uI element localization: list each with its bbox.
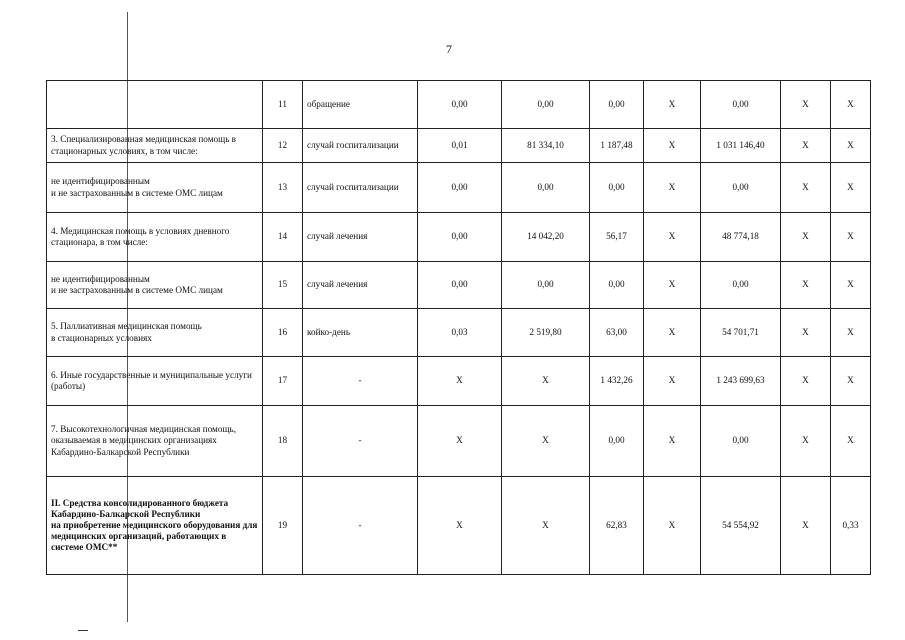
- row-value-3: 56,17: [590, 213, 644, 262]
- table-row: [47, 357, 871, 406]
- row-value-4: X: [644, 213, 701, 262]
- row-value-5: 54 554,92: [701, 477, 781, 575]
- row-value-3: 63,00: [590, 309, 644, 357]
- row-value-2: 2 519,80: [502, 309, 590, 357]
- row-code: 14: [263, 213, 303, 262]
- row-code: 17: [263, 357, 303, 406]
- row-value-4: X: [644, 163, 701, 213]
- row-value-5: 54 701,71: [701, 309, 781, 357]
- row-name: 5. Паллиативная медицинская помощь в стационарных условиях: [47, 309, 263, 357]
- row-value-3: 0,00: [590, 81, 644, 129]
- row-value-5: 1 031 146,40: [701, 129, 781, 163]
- row-code: 16: [263, 309, 303, 357]
- row-name: 6. Иные государственные и муниципальные услуги (работы): [47, 357, 263, 406]
- table-row: [47, 309, 871, 357]
- row-name: [47, 81, 263, 129]
- row-name: не идентифицированным и не застрахованным в системе ОМС лицам: [47, 262, 263, 309]
- row-value-7: X: [831, 262, 871, 309]
- row-name: не идентифицированным и не застрахованным в системе ОМС лицам: [47, 163, 263, 213]
- row-value-2: 81 334,10: [502, 129, 590, 163]
- row-value-3: 0,00: [590, 163, 644, 213]
- row-name: II. Средства консолидированного бюджета Кабардино-Балкарской Республики на приобретение медицинского оборудования для медицинских организаций, работающих в системе ОМС**: [47, 477, 263, 575]
- row-value-7: X: [831, 406, 871, 477]
- row-value-7: X: [831, 357, 871, 406]
- row-value-5: 0,00: [701, 406, 781, 477]
- row-value-5: 0,00: [701, 262, 781, 309]
- row-code: 15: [263, 262, 303, 309]
- row-value-6: X: [781, 129, 831, 163]
- row-value-4: X: [644, 262, 701, 309]
- row-value-4: X: [644, 477, 701, 575]
- row-name: 3. Специализированная медицинская помощь в стационарных условиях, в том числе:: [47, 129, 263, 163]
- row-value-1: 0,00: [418, 163, 502, 213]
- row-value-1: 0,01: [418, 129, 502, 163]
- row-name: 4. Медицинская помощь в условиях дневного стационара, в том числе:: [47, 213, 263, 262]
- row-value-6: X: [781, 163, 831, 213]
- row-value-2: 0,00: [502, 163, 590, 213]
- row-unit: случай лечения: [303, 213, 418, 262]
- table-row: [47, 163, 871, 213]
- row-value-6: X: [781, 357, 831, 406]
- table-row: [47, 213, 871, 262]
- row-name: 7. Высокотехнологичная медицинская помощь, оказываемая в медицинских организациях Кабардино-Балкарской Республики: [47, 406, 263, 477]
- row-unit: случай госпитализации: [303, 129, 418, 163]
- row-value-1: 0,00: [418, 213, 502, 262]
- row-value-4: X: [644, 309, 701, 357]
- row-unit: случай госпитализации: [303, 163, 418, 213]
- row-code: 19: [263, 477, 303, 575]
- table-row: [47, 406, 871, 477]
- row-code: 12: [263, 129, 303, 163]
- row-unit: койко-день: [303, 309, 418, 357]
- row-value-1: X: [418, 406, 502, 477]
- row-value-6: X: [781, 213, 831, 262]
- row-value-6: X: [781, 262, 831, 309]
- row-value-7: X: [831, 163, 871, 213]
- row-value-6: X: [781, 477, 831, 575]
- row-value-5: 1 243 699,63: [701, 357, 781, 406]
- scan-artifact-dash: [78, 630, 88, 631]
- row-value-2: X: [502, 357, 590, 406]
- row-value-4: X: [644, 81, 701, 129]
- row-value-5: 0,00: [701, 163, 781, 213]
- row-value-2: 0,00: [502, 262, 590, 309]
- financing-table: [46, 80, 871, 575]
- row-value-1: X: [418, 477, 502, 575]
- row-value-7: 0,33: [831, 477, 871, 575]
- table-row: [47, 477, 871, 575]
- row-unit: случай лечения: [303, 262, 418, 309]
- row-value-3: 62,83: [590, 477, 644, 575]
- row-value-5: 48 774,18: [701, 213, 781, 262]
- row-value-3: 1 187,48: [590, 129, 644, 163]
- table-row: [47, 81, 871, 129]
- row-value-7: X: [831, 81, 871, 129]
- row-code: 18: [263, 406, 303, 477]
- row-unit: -: [303, 406, 418, 477]
- row-unit: -: [303, 477, 418, 575]
- row-value-1: 0,00: [418, 262, 502, 309]
- row-value-3: 0,00: [590, 406, 644, 477]
- row-value-2: X: [502, 477, 590, 575]
- row-code: 11: [263, 81, 303, 129]
- row-value-5: 0,00: [701, 81, 781, 129]
- row-value-4: X: [644, 406, 701, 477]
- row-value-1: 0,03: [418, 309, 502, 357]
- table-row: [47, 129, 871, 163]
- row-value-2: 14 042,20: [502, 213, 590, 262]
- row-value-6: X: [781, 406, 831, 477]
- row-value-3: 0,00: [590, 262, 644, 309]
- row-value-1: 0,00: [418, 81, 502, 129]
- row-value-7: X: [831, 213, 871, 262]
- table-row: [47, 262, 871, 309]
- row-value-7: X: [831, 309, 871, 357]
- row-value-6: X: [781, 309, 831, 357]
- row-value-4: X: [644, 357, 701, 406]
- row-value-7: X: [831, 129, 871, 163]
- row-value-3: 1 432,26: [590, 357, 644, 406]
- row-value-2: 0,00: [502, 81, 590, 129]
- row-value-1: X: [418, 357, 502, 406]
- page-number: 7: [446, 42, 452, 56]
- row-value-6: X: [781, 81, 831, 129]
- row-value-4: X: [644, 129, 701, 163]
- row-unit: обращение: [303, 81, 418, 129]
- row-code: 13: [263, 163, 303, 213]
- row-value-2: X: [502, 406, 590, 477]
- row-unit: -: [303, 357, 418, 406]
